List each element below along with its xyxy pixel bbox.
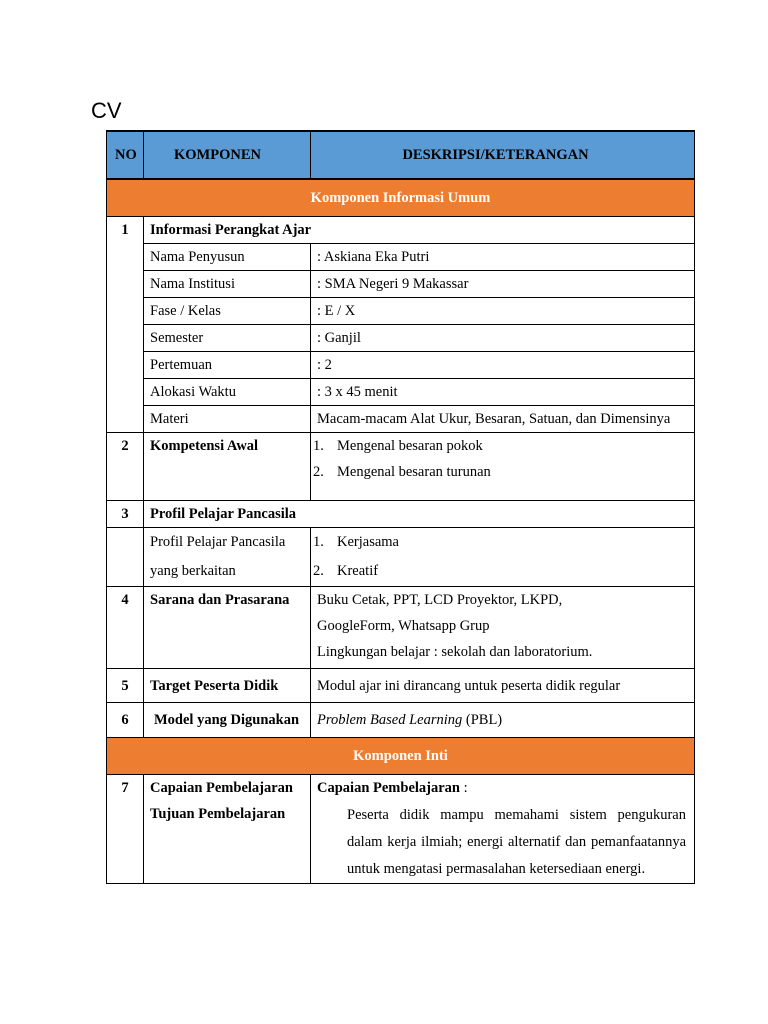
table-row — [107, 325, 695, 352]
field-label: Profil Pelajar Pancasila yang berkaitan — [144, 528, 311, 587]
cp-heading: Capaian Pembelajaran : — [317, 780, 468, 796]
row-number: 5 — [107, 669, 144, 703]
table-row — [107, 244, 695, 271]
cp-paragraph: Peserta didik mampu memahami sistem pengukuran dalam kerja ilmiah; energi alternatif dan pemanfaatannya untuk mengatasi permasalahan ketersediaan energi. — [347, 807, 686, 877]
field-value: : SMA Negeri 9 Makassar — [311, 271, 695, 298]
field-value — [311, 703, 695, 738]
section-title: Komponen Informasi Umum — [107, 179, 695, 217]
field-value: : 3 x 45 menit — [311, 379, 695, 406]
table-row — [107, 379, 695, 406]
header-komponen: KOMPONEN — [144, 131, 311, 179]
row-title: Model yang Digunakan — [144, 703, 311, 738]
model-name: Problem Based Learning — [317, 712, 463, 728]
field-label: Alokasi Waktu — [144, 379, 311, 406]
empty-cell — [107, 528, 144, 587]
table-row — [107, 587, 695, 669]
row-title: Informasi Perangkat Ajar — [144, 217, 695, 244]
table-row — [107, 669, 695, 703]
list-item: 2. Mengenal besaran turunan — [313, 464, 491, 480]
table-row — [107, 775, 695, 884]
table-row — [107, 298, 695, 325]
module-info-table — [106, 130, 695, 884]
field-label: Semester — [144, 325, 311, 352]
section-title: Komponen Inti — [107, 738, 695, 775]
field-value: : 2 — [311, 352, 695, 379]
row-title: Sarana dan Prasarana — [144, 587, 311, 669]
table-row — [107, 406, 695, 433]
row-number: 6 — [107, 703, 144, 738]
field-value: : Ganjil — [311, 325, 695, 352]
table-row — [107, 528, 695, 587]
field-label: Pertemuan — [144, 352, 311, 379]
field-label: Fase / Kelas — [144, 298, 311, 325]
row-number: 4 — [107, 587, 144, 669]
row-number: 1 — [107, 217, 144, 433]
header-deskripsi: DESKRIPSI/KETERANGAN — [311, 131, 695, 179]
field-value: Buku Cetak, PPT, LCD Proyektor, LKPD, GoogleForm, Whatsapp Grup Lingkungan belajar : sekolah dan laboratorium. — [311, 587, 695, 669]
table-row — [107, 501, 695, 528]
table-row — [107, 271, 695, 298]
table-row — [107, 217, 695, 244]
field-label: Nama Penyusun — [144, 244, 311, 271]
field-label: Materi — [144, 406, 311, 433]
list-item: 2. Kreatif — [313, 563, 379, 579]
row-number: 2 — [107, 433, 144, 501]
document-heading: CV — [91, 98, 122, 123]
field-value: Macam-macam Alat Ukur, Besaran, Satuan, dan Dimensinya — [311, 406, 695, 433]
field-label: Nama Institusi — [144, 271, 311, 298]
capaian-pembelajaran-cell — [311, 775, 695, 884]
row-title: Capaian Pembelajaran Tujuan Pembelajaran — [144, 775, 311, 884]
model-abbr: (PBL) — [462, 712, 503, 728]
list-item: 1. Kerjasama — [313, 534, 399, 550]
field-value: : E / X — [311, 298, 695, 325]
section-komponen-inti — [107, 738, 695, 775]
field-value: Modul ajar ini dirancang untuk peserta didik regular — [311, 669, 695, 703]
section-informasi-umum — [107, 179, 695, 217]
table-row — [107, 703, 695, 738]
row-title: Target Peserta Didik — [144, 669, 311, 703]
field-value: : Askiana Eka Putri — [311, 244, 695, 271]
table-row — [107, 433, 695, 501]
header-no: NO — [107, 131, 144, 179]
row-title: Kompetensi Awal — [144, 433, 311, 501]
ordered-list — [311, 433, 695, 501]
row-number: 7 — [107, 775, 144, 884]
row-number: 3 — [107, 501, 144, 528]
table-row — [107, 352, 695, 379]
table-header-row — [107, 131, 695, 179]
ordered-list — [311, 528, 695, 587]
row-title: Profil Pelajar Pancasila — [144, 501, 695, 528]
list-item: 1. Mengenal besaran pokok — [313, 438, 483, 454]
